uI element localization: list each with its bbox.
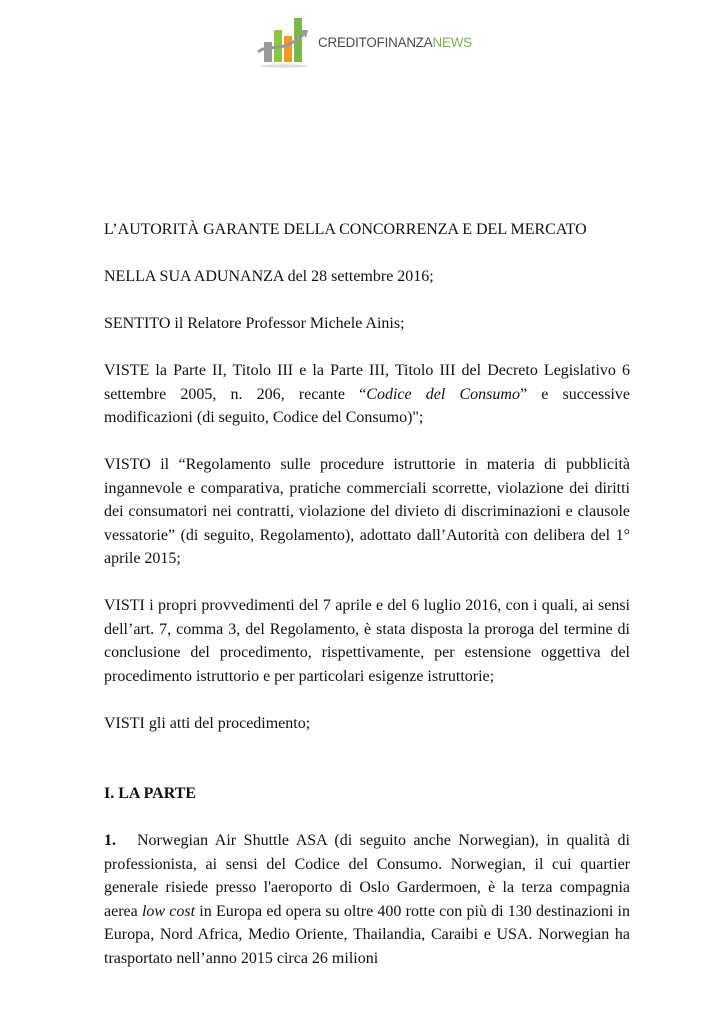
visti-provvedimenti-paragraph: VISTI i propri provvedimenti del 7 aprile e del 6 luglio 2016, con i quali, ai sensi dell’art. 7, comma 3, del Regolamento, è stata disposta la proroga del termine di conclusione del procedimento, rispettivamente, per estensione oggettiva del procedimento istruttorio e per particolari esigenze istruttorie; <box>104 597 630 685</box>
viste-paragraph: VISTE la Parte II, Titolo III e la Parte III, Titolo III del Decreto Legislativo 6 settembre 2005, n. 206, recante “Codice del Consumo” e successive modificazioni (di seguito, Codice del Consumo)"; <box>104 362 631 426</box>
paragraph-number: 1. <box>104 832 116 849</box>
header-logo <box>256 12 472 68</box>
sentito-line: SENTITO il Relatore Professor Michele Ainis; <box>104 315 405 332</box>
paragraph-1: 1. Norwegian Air Shuttle ASA (di seguito anche Norwegian), in qualità di professionista, ai sensi del Codice del Consumo. Norwegian, il cui quartier generale risiede presso l'aeroporto di Oslo Gardermoen, è la terza compagnia aerea low cost in Europa ed opera su oltre 400 rotte con più di 130 destinazioni in Europa, Nord Africa, Medio Oriente, Thailandia, Caraibi e USA. Norwegian ha trasportato nell’anno 2015 circa 26 milioni <box>104 829 630 970</box>
section-title: I. LA PARTE <box>104 785 197 802</box>
document-body <box>104 218 630 994</box>
visto-paragraph: VISTO il “Regolamento sulle procedure istruttorie in materia di pubblicità ingannevole e comparativa, pratiche commerciali scorrette, violazione dei diritti dei consumatori nei contratti, violazione del divieto di discriminazioni e clausole vessatorie” (di seguito, Regolamento), adottato dall’Autorità con delibera del 1° aprile 2015; <box>104 456 630 567</box>
brand-name: CREDITOFINANZANEWS <box>318 34 472 50</box>
adunanza-line: NELLA SUA ADUNANZA del 28 settembre 2016; <box>104 268 434 285</box>
codice-consumo-italic: Codice del Consumo <box>366 385 520 403</box>
bar-chart-logo-icon <box>256 12 312 68</box>
visti-atti-line: VISTI gli atti del procedimento; <box>104 714 311 732</box>
low-cost-italic: low cost <box>141 902 196 920</box>
authority-heading: L’AUTORITÀ GARANTE DELLA CONCORRENZA E DEL MERCATO <box>104 221 587 238</box>
